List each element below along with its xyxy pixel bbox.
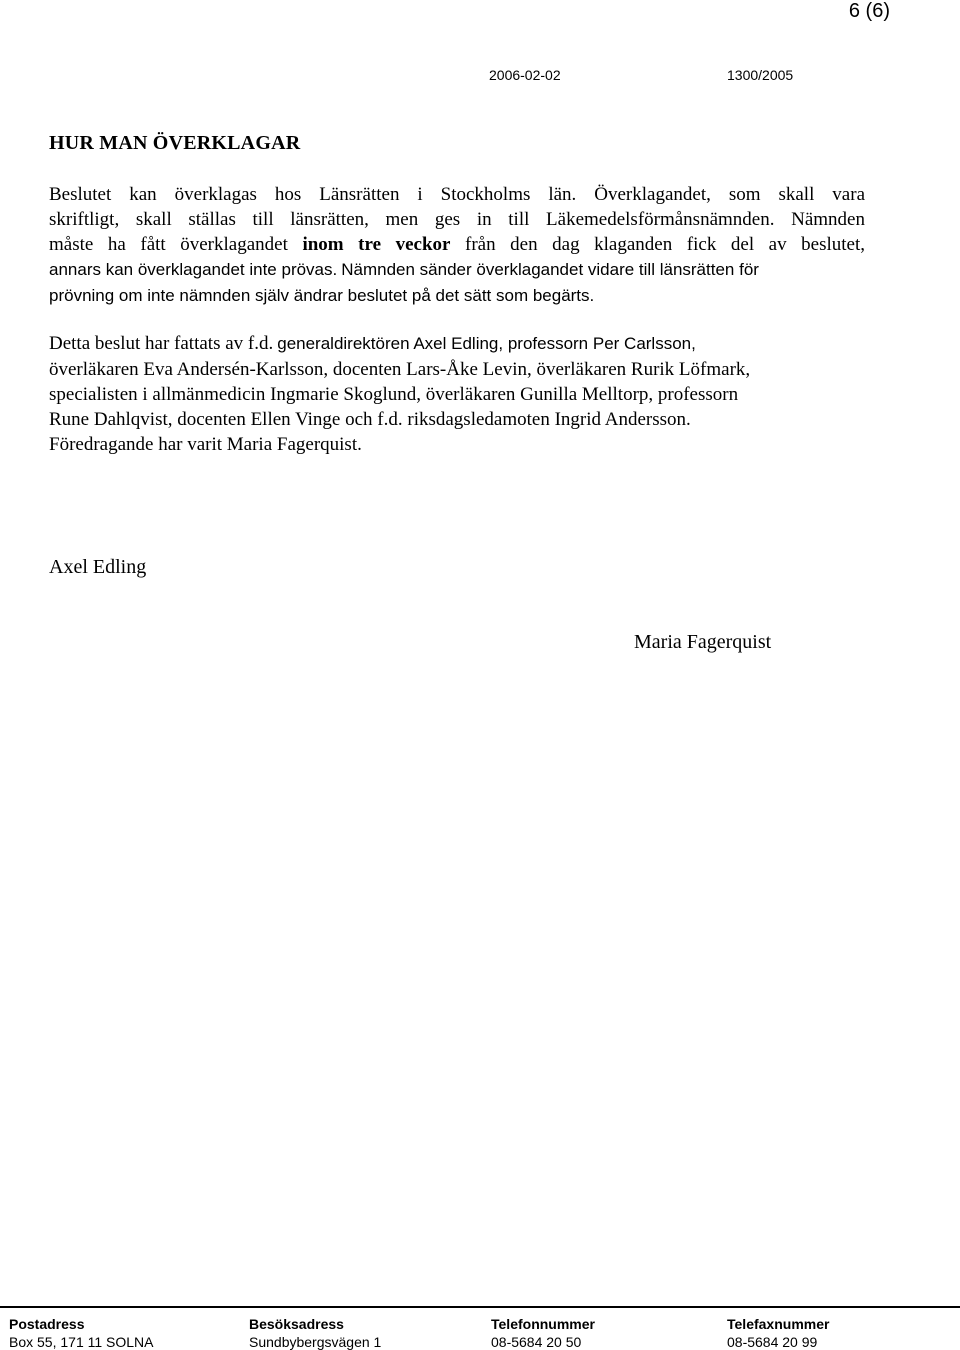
decision-line: Föredragande har varit Maria Fagerquist. (49, 434, 362, 455)
deadline-emphasis: inom tre veckor (302, 234, 451, 255)
document-reference: 1300/2005 (727, 67, 794, 83)
appeal-heading: HUR MAN ÖVERKLAGAR (49, 132, 301, 154)
footer-label-postal: Postadress (9, 1316, 85, 1332)
decision-paragraph (49, 331, 865, 457)
appeal-line: prövning om inte nämnden själv ändrar beslutet på det sätt som begärts. (49, 286, 595, 305)
signature-rapporteur: Maria Fagerquist (634, 631, 772, 653)
signature-chair: Axel Edling (49, 556, 147, 578)
decision-line: överläkaren Eva Andersén-Karlsson, docenten Lars-Åke Levin, överläkaren Rurik Löfmark, (49, 359, 751, 380)
decision-line: specialisten i allmänmedicin Ingmarie Skoglund, överläkaren Gunilla Melltorp, professorn (49, 384, 739, 405)
appeal-paragraph (49, 182, 865, 308)
footer-visit-address: Sundbybergsvägen 1 (249, 1334, 382, 1350)
footer-postal-address: Box 55, 171 11 SOLNA (9, 1334, 154, 1350)
footer-label-fax: Telefaxnummer (727, 1316, 830, 1332)
decision-line: Rune Dahlqvist, docenten Ellen Vinge och f.d. riksdagsledamoten Ingrid Andersson. (49, 409, 691, 430)
appeal-line: skriftligt, skall ställas till länsrätten, men ges in till Läkemedelsförmånsnämnden. Nämnden (49, 209, 865, 230)
document-date: 2006-02-02 (489, 67, 561, 83)
appeal-line: Beslutet kan överklagas hos Länsrätten i Stockholms län. Överklagandet, som skall vara (49, 184, 865, 205)
appeal-line: annars kan överklagandet inte prövas. Nämnden sänder överklagandet vidare till länsrätten för (49, 260, 759, 279)
footer-label-phone: Telefonnummer (491, 1316, 595, 1332)
footer-label-visit: Besöksadress (249, 1316, 344, 1332)
footer-fax: 08-5684 20 99 (727, 1334, 818, 1350)
footer-phone: 08-5684 20 50 (491, 1334, 582, 1350)
decision-line: Detta beslut har fattats av f.d. generaldirektören Axel Edling, professorn Per Carlsson, (49, 333, 696, 354)
appeal-line: måste ha fått överklagandet inom tre veckor från den dag klaganden fick del av beslutet, (49, 234, 865, 255)
footer-divider (0, 1306, 960, 1308)
page-number: 6 (6) (848, 0, 890, 22)
